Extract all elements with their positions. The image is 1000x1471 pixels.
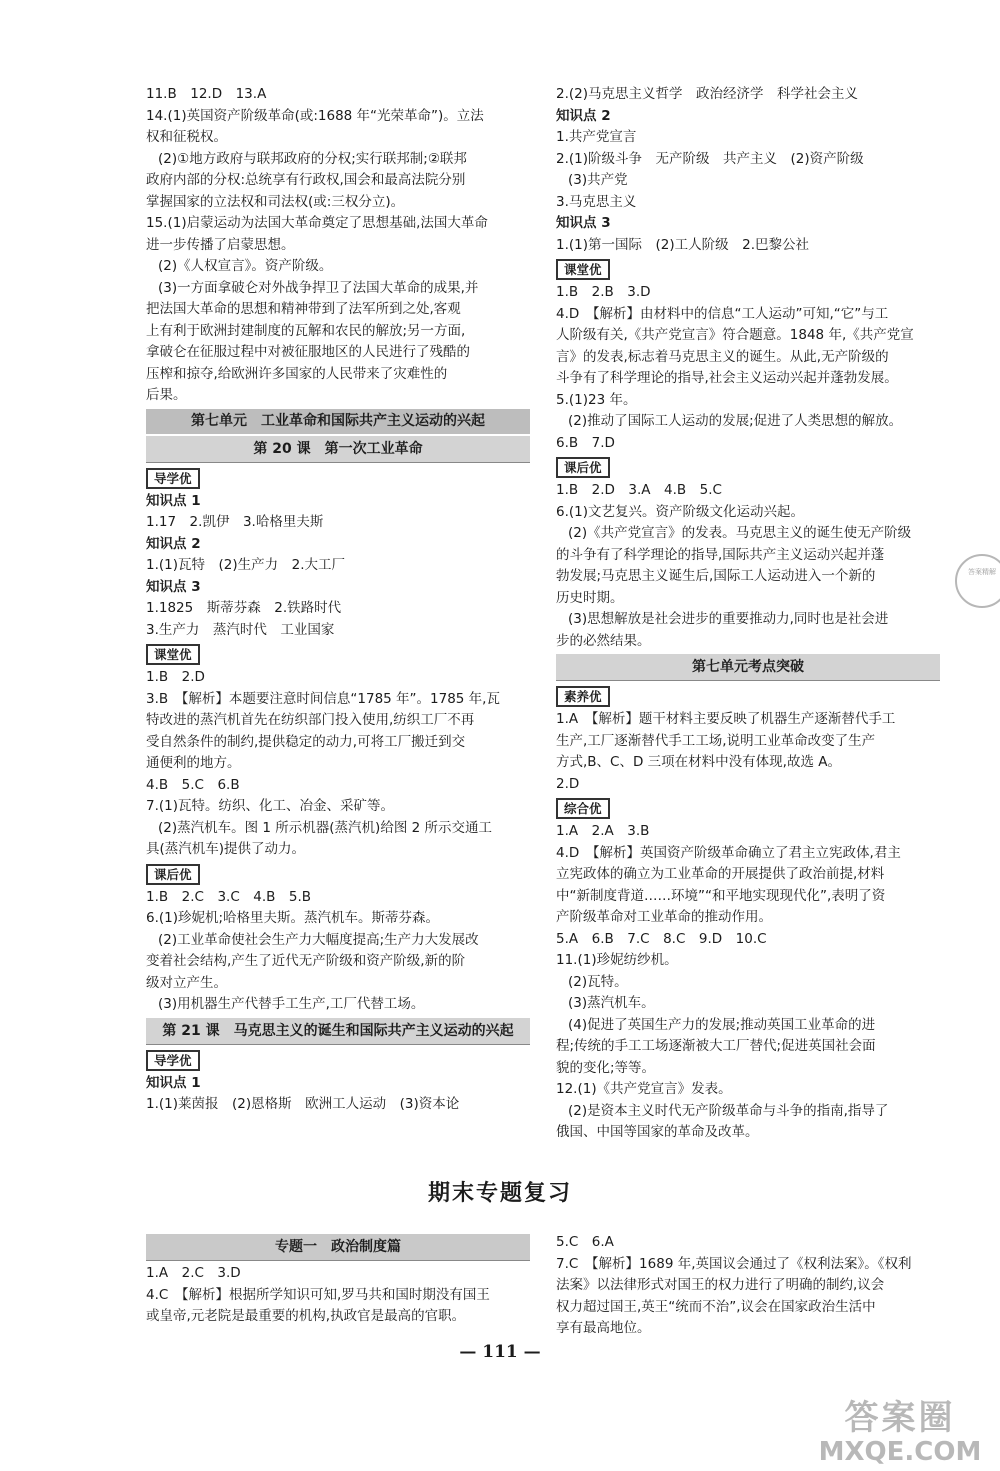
answer-line: 3.B 【解析】本题要注意时间信息“1785 年”。1785 年,瓦 [146,690,500,707]
answer-line: 具(蒸汽机车)提供了动力。 [146,841,306,857]
answer-line: 1.A 2.A 3.B [556,823,650,839]
answer-line: 4.B 5.C 6.B [146,776,240,793]
answer-line: 2.D [556,775,580,792]
answer-line: 11.(1)珍妮纺纱机。 [556,952,678,968]
answer-line: 享有最高地位。 [556,1320,651,1336]
answer-line: 变着社会结构,产生了近代无产阶级和资产阶级,新的阶 [146,953,466,969]
knowledge-point-label: 知识点 2 [146,535,201,552]
answer-line: 1.B 2.D 3.A 4.B 5.C [556,482,722,498]
section-tag-row [556,683,940,709]
answer-line: (3)蒸汽机车。 [568,995,655,1011]
answer-line: 貌的变化;等等。 [556,1059,656,1076]
answer-line: 1.B 2.B 3.D [556,284,651,300]
section-tag: 课后优 [146,864,200,885]
answer-line: 程;传统的手工工场逐渐被大工厂替代;促进英国社会面 [556,1038,876,1054]
answer-line: 生产,工厂逐渐替代手工工场,说明工业革命改变了生产 [556,732,876,749]
knowledge-point-label: 知识点 1 [146,492,201,509]
answer-line: 1.B 2.C 3.C 4.B 5.B [146,888,312,905]
answer-line: 11.B 12.D 13.A [146,86,267,102]
answer-line: 1.B 2.D [146,669,205,685]
answer-line: 5.C 6.A [556,1234,614,1250]
answer-line: 政府内部的分权:总统享有行政权,国会和最高法院分别 [146,172,466,188]
watermark-line2: MXQE.COM [818,1437,982,1467]
answer-line: 产阶级革命对工业革命的推动作用。 [556,909,772,925]
answer-line: (3)思想解放是社会进步的重要推动力,同时也是社会进 [568,611,889,627]
lesson-banner: 第 20 课 第一次工业革命 [146,436,530,463]
answer-line: 2.(1)阶级斗争 无产阶级 共产主义 (2)资产阶级 [556,150,864,167]
answer-line: 言》的发表,标志着马克思主义的诞生。从此,无产阶级的 [556,348,889,365]
section-tag: 课堂优 [556,259,610,280]
answer-line: 的斗争有了科学理论的指导,国际共产主义运动兴起并蓬 [556,546,885,563]
answer-line: 7.C 【解析】1689 年,英国议会通过了《权利法案》。《权利 [556,1255,912,1272]
answer-line: 权力超过国王,英王“统而不治”,议会在国家政治生活中 [556,1298,876,1315]
answer-line: 4.C 【解析】根据所学知识可知,罗马共和国时期没有国王 [146,1286,490,1303]
knowledge-point-label: 知识点 2 [556,107,611,124]
answer-line: 3.马克思主义 [556,193,637,210]
answer-line: 通便利的地方。 [146,755,241,771]
lesson-banner: 第七单元考点突破 [556,654,940,681]
section-tag-row [146,641,530,667]
answer-line: 掌握国家的立法权和司法权(或:三权分立)。 [146,193,405,210]
lesson-banner: 第 21 课 马克思主义的诞生和国际共产主义运动的兴起 [146,1018,530,1045]
answer-line: 1.1825 斯蒂芬森 2.铁路时代 [146,600,342,616]
answer-line: 1.(1)第一国际 (2)工人阶级 2.巴黎公社 [556,236,810,253]
answer-line: 历史时期。 [556,589,624,606]
answer-line: (2)《人权宣言》。资产阶级。 [158,258,333,274]
unit-banner: 第七单元 工业革命和国际共产主义运动的兴起 [146,409,530,434]
right-column [556,84,940,1144]
answer-line: (3)一方面拿破仑对外战争捍卫了法国大革命的成果,并 [158,279,479,296]
answer-line: 把法国大革命的思想和精神带到了法军所到之处,客观 [146,301,461,317]
watermark-logo [795,1398,1000,1468]
answer-line: 方式,B、C、D 三项在材料中没有体现,故选 A。 [556,754,841,770]
section-tag-row [556,256,940,282]
section-tag: 导学优 [146,468,200,489]
knowledge-point-label: 知识点 3 [556,215,611,231]
answer-line: 3.生产力 蒸汽时代 工业国家 [146,621,335,638]
answer-line: 1.A 2.C 3.D [146,1265,241,1281]
answer-line: (2)工业革命使社会生产力大幅度提高;生产力大发展改 [158,931,479,948]
answer-line: 1.(1)瓦特 (2)生产力 2.大工厂 [146,557,346,573]
answer-line: 受自然条件的制约,提供稳定的动力,可将工厂搬迁到交 [146,733,466,750]
answer-line: 15.(1)启蒙运动为法国大革命奠定了思想基础,法国大革命 [146,215,488,231]
answer-line: (2)推动了国际工人运动的发展;促进了人类思想的解放。 [568,413,903,429]
answer-line: 6.(1)文艺复兴。资产阶级文化运动兴起。 [556,503,805,520]
section-tag-row [146,861,530,887]
section-tag-row [146,465,530,491]
section-tag-row [556,454,940,480]
page-number: — 111 — [459,1342,541,1362]
section-tag: 课后优 [556,457,610,478]
answer-line: 6.(1)珍妮机;哈格里夫斯。蒸汽机车。斯蒂芬森。 [146,910,440,926]
answer-line: (3)共产党 [568,172,628,188]
answer-line: 5.A 6.B 7.C 8.C 9.D 10.C [556,930,767,947]
answer-line: 1.17 2.凯伊 3.哈格里夫斯 [146,514,324,530]
answer-line: 1.共产党宣言 [556,129,637,145]
section-tag: 素养优 [556,686,610,707]
section-tag-row [556,795,940,821]
answer-line: 1.A 【解析】题干材料主要反映了机器生产逐渐替代手工 [556,711,896,727]
knowledge-point-label: 知识点 3 [146,578,201,595]
answer-line: 4.D 【解析】由材料中的信息“工人运动”可知,“它”与工 [556,305,889,322]
watermark-line1: 答案圈 [844,1398,956,1438]
section-tag: 导学优 [146,1050,200,1071]
answer-line: 人阶级有关,《共产党宣言》符合题意。1848 年,《共产党宣 [556,327,914,343]
answer-line: 7.(1)瓦特。纺织、化工、冶金、采矿等。 [146,798,395,814]
answer-line: 步的必然结果。 [556,632,651,649]
answer-line: 5.(1)23 年。 [556,391,637,408]
answer-line: (2)《共产党宣言》的发表。马克思主义的诞生使无产阶级 [568,525,912,541]
answer-line: 14.(1)英国资产阶级革命(或:1688 年“光荣革命”)。立法 [146,107,484,124]
answer-line: 6.B 7.D [556,434,615,451]
answer-line: 压榨和掠夺,给欧洲许多国家的人民带来了灾难性的 [146,365,448,382]
answer-line: 法案》以法律形式对国王的权力进行了明确的制约,议会 [556,1277,885,1293]
answer-line: 级对立产生。 [146,974,227,991]
answer-line: 12.(1)《共产党宣言》发表。 [556,1081,732,1097]
answer-line: 1.(1)莱茵报 (2)恩格斯 欧洲工人运动 (3)资本论 [146,1096,460,1112]
knowledge-point-label: 知识点 1 [146,1074,201,1091]
answer-line: (2)瓦特。 [568,973,628,990]
answer-line: 俄国、中国等国家的革命及改革。 [556,1124,759,1140]
answer-line: 拿破仑在征服过程中对被征服地区的人民进行了残酷的 [146,344,470,360]
answer-line: (2)蒸汽机车。图 1 所示机器(蒸汽机)给图 2 所示交通工 [158,819,492,836]
bottom-right-column [556,1232,940,1340]
answer-line: 权和征税权。 [146,129,227,145]
answer-line: 进一步传播了启蒙思想。 [146,236,295,253]
topic-banner: 专题一 政治制度篇 [146,1234,530,1261]
answer-line: 立宪政体的确立为工业革命的开展提供了政治前提,材料 [556,866,885,882]
period-review-title: 期末专题复习 [427,1180,572,1206]
answer-line: (2)①地方政府与联邦政府的分权;实行联邦制;②联邦 [158,150,467,167]
answer-line: 中“新制度背道……环境”“和平地实现现代化”,表明了资 [556,887,886,904]
answer-line: 或皇帝,元老院是最重要的机构,执政官是最高的官职。 [146,1308,466,1324]
stamp-icon: 答案精解 [955,554,1000,608]
section-tag-row [146,1047,530,1073]
section-tag: 综合优 [556,798,610,819]
answer-line: 勃发展;马克思主义诞生后,国际工人运动进入一个新的 [556,568,876,584]
answer-line: 上有利于欧洲封建制度的瓦解和农民的解放;另一方面, [146,322,466,339]
answer-line: (3)用机器生产代替手工生产,工厂代替工场。 [158,996,425,1012]
left-column [146,84,530,1116]
answer-line: 4.D 【解析】英国资产阶级革命确立了君主立宪政体,君主 [556,844,901,861]
answer-line: 后果。 [146,387,187,403]
bottom-left-column [146,1232,530,1328]
section-tag: 课堂优 [146,644,200,665]
answer-line: (2)是资本主义时代无产阶级革命与斗争的指南,指导了 [568,1102,889,1119]
answer-line: 2.(2)马克思主义哲学 政治经济学 科学社会主义 [556,86,859,102]
answer-line: (4)促进了英国生产力的发展;推动英国工业革命的进 [568,1016,876,1033]
answer-line: 特改进的蒸汽机首先在纺织部门投入使用,纺织工厂不再 [146,712,475,728]
answer-line: 斗争有了科学理论的指导,社会主义运动兴起并蓬勃发展。 [556,370,898,386]
